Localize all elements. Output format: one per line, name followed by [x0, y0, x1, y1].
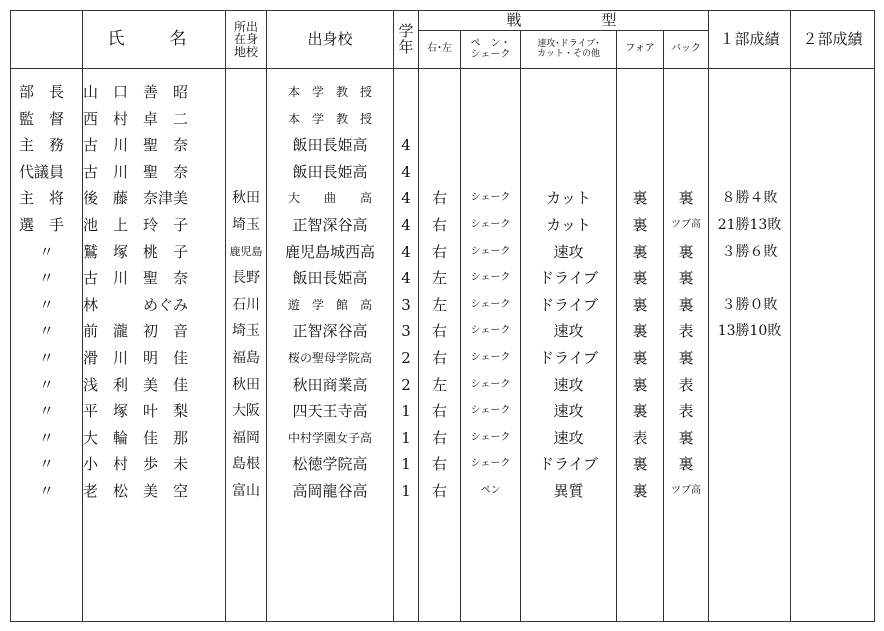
- column-name: [83, 69, 225, 505]
- cell-grip: シェーク: [470, 245, 511, 257]
- cell-role: 〃: [38, 242, 54, 261]
- cell-school: 飯田長姫高: [292, 269, 368, 288]
- cell-grip: [461, 79, 520, 106]
- cell-rec1: 21勝13敗: [717, 216, 782, 233]
- cell-hand: [419, 79, 460, 106]
- cell-region: 埼玉: [232, 323, 260, 340]
- cell-back: [664, 79, 708, 106]
- cell-hand: 左: [431, 269, 447, 288]
- cell-grade: [394, 106, 418, 133]
- cell-rec1: [709, 79, 790, 106]
- cell-rec1: ３勝６敗: [721, 243, 778, 260]
- cell-grip: シェーク: [470, 431, 511, 443]
- cell-rec2: [791, 239, 874, 266]
- cell-back: [664, 132, 708, 159]
- cell-rec1: [709, 106, 790, 133]
- cell-back: 裏: [678, 242, 694, 261]
- cell-rec1: [709, 451, 790, 478]
- cell-rec2: [791, 398, 874, 425]
- cell-fore: 裏: [632, 189, 648, 208]
- cell-grip: [461, 106, 520, 133]
- cell-back: 裏: [678, 348, 694, 367]
- cell-type: ドライブ: [538, 295, 599, 314]
- cell-region: 秋田: [232, 190, 260, 207]
- cell-school: 秋田商業高: [292, 375, 368, 394]
- cell-rec1: [709, 372, 790, 399]
- cell-rec2: [791, 159, 874, 186]
- cell-school: 桜の聖母学院高: [287, 350, 372, 365]
- cell-back: 表: [678, 322, 694, 341]
- cell-fore: 表: [632, 428, 648, 447]
- cell-fore: [617, 159, 663, 186]
- header-role: [11, 11, 83, 69]
- cell-grade: 2: [401, 348, 411, 367]
- cell-region: 富山: [232, 482, 260, 499]
- cell-role: 主 務: [19, 136, 65, 155]
- header-grip: [461, 31, 521, 69]
- cell-hand: 右: [431, 215, 447, 234]
- cell-type: ドライブ: [538, 269, 599, 288]
- cell-fore: [617, 132, 663, 159]
- cell-school: 飯田長姫高: [292, 136, 368, 155]
- cell-name: 古 川 聖 奈: [83, 162, 189, 181]
- header-region-line1: 所出: [233, 19, 258, 34]
- cell-rec1: 13勝10敗: [717, 323, 782, 340]
- column-back: [664, 69, 708, 505]
- cell-school: 飯田長姫高: [292, 162, 368, 181]
- cell-grip: シェーク: [470, 272, 511, 284]
- column-region: [226, 69, 266, 505]
- cell-hand: 右: [431, 428, 447, 447]
- cell-back: 裏: [678, 189, 694, 208]
- cell-grip: シェーク: [470, 458, 511, 470]
- cell-grip: シェーク: [470, 192, 511, 204]
- cell-grip: シェーク: [470, 405, 511, 417]
- cell-region: [226, 132, 266, 159]
- cell-grip: [461, 132, 520, 159]
- column-grip: [461, 69, 520, 505]
- cell-grip: シェーク: [470, 325, 511, 337]
- cell-rec2: [791, 425, 874, 452]
- cell-rec1: [709, 478, 790, 505]
- cell-role: 〃: [38, 295, 54, 314]
- cell-rec2: [791, 292, 874, 319]
- cell-school: 遊 学 館 高: [287, 297, 372, 312]
- cell-type: ドライブ: [538, 455, 599, 474]
- header-hand: 右･左: [419, 31, 461, 69]
- header-region-line2: 在身: [233, 32, 258, 47]
- cell-rec1: ８勝４敗: [721, 190, 778, 207]
- cell-fore: 裏: [632, 215, 648, 234]
- cell-school: 本 学 教 授: [287, 111, 372, 126]
- cell-name: 浅 利 美 佳: [83, 375, 189, 394]
- cell-name: 小 村 歩 未: [83, 455, 189, 474]
- cell-grade: 4: [401, 269, 411, 288]
- cell-rec1: [709, 159, 790, 186]
- cell-grip: シェーク: [470, 378, 511, 390]
- cell-rec2: [791, 451, 874, 478]
- cell-role: 選 手: [19, 215, 65, 234]
- cell-rec2: [791, 185, 874, 212]
- cell-rec2: [791, 106, 874, 133]
- cell-grip: シェーク: [470, 351, 511, 363]
- cell-fore: 裏: [632, 348, 648, 367]
- cell-fore: 裏: [632, 322, 648, 341]
- cell-hand: 右: [431, 322, 447, 341]
- cell-region: 埼玉: [232, 216, 260, 233]
- cell-role: 〃: [38, 455, 54, 474]
- cell-hand: 右: [431, 455, 447, 474]
- cell-back: ツブ高: [671, 484, 701, 496]
- cell-rec2: [791, 318, 874, 345]
- cell-region: 福岡: [232, 429, 260, 446]
- cell-role: 〃: [38, 375, 54, 394]
- cell-hand: 右: [431, 348, 447, 367]
- header-style: 戦 型: [419, 11, 709, 31]
- cell-region: 長野: [232, 270, 260, 287]
- cell-region: 鹿児島: [229, 244, 263, 258]
- header-type-line2: カット・その他: [537, 48, 600, 59]
- column-school: [267, 69, 393, 505]
- cell-rec2: [791, 345, 874, 372]
- cell-school: 松徳学院高: [292, 455, 368, 474]
- column-type: [521, 69, 616, 505]
- cell-rec1: [709, 345, 790, 372]
- cell-back: 表: [678, 375, 694, 394]
- cell-grip: シェーク: [470, 218, 511, 230]
- cell-fore: 裏: [632, 481, 648, 500]
- cell-fore: 裏: [632, 269, 648, 288]
- cell-school: 正智深谷高: [292, 322, 368, 341]
- cell-hand: 左: [431, 375, 447, 394]
- cell-region: 大阪: [232, 403, 260, 420]
- cell-hand: [419, 159, 460, 186]
- cell-type: カット: [546, 215, 591, 234]
- cell-type: [521, 106, 616, 133]
- header-region-line3: 地校: [233, 44, 258, 59]
- cell-school: 高岡龍谷高: [292, 481, 368, 500]
- cell-grade: 1: [401, 402, 411, 421]
- cell-type: 異質: [553, 481, 584, 500]
- column-grade: [394, 69, 418, 505]
- cell-rec1: [709, 398, 790, 425]
- cell-grade: 4: [401, 162, 411, 181]
- cell-hand: 左: [431, 295, 447, 314]
- cell-hand: [419, 132, 460, 159]
- cell-grip: [461, 159, 520, 186]
- cell-type: 速攻: [553, 375, 584, 394]
- cell-grade: [394, 79, 418, 106]
- cell-hand: 右: [431, 189, 447, 208]
- cell-region: 福島: [232, 349, 260, 366]
- cell-type: 速攻: [553, 428, 584, 447]
- cell-school: 正智深谷高: [292, 215, 368, 234]
- cell-rec2: [791, 478, 874, 505]
- cell-role: 〃: [38, 402, 54, 421]
- column-fore: [617, 69, 663, 505]
- cell-rec2: [791, 265, 874, 292]
- cell-name: 大 輪 佳 那: [83, 428, 189, 447]
- cell-grade: 4: [401, 189, 411, 208]
- cell-grade: 3: [401, 322, 411, 341]
- header-name: 氏 名: [83, 11, 226, 69]
- header-type-line1: 速攻･ドライブ･: [537, 39, 600, 50]
- cell-type: [521, 132, 616, 159]
- cell-school: 中村学園女子高: [287, 430, 372, 445]
- cell-hand: 右: [431, 242, 447, 261]
- cell-back: 裏: [678, 428, 694, 447]
- header-rec1: １部成績: [709, 11, 791, 69]
- header-back: バック: [664, 31, 709, 69]
- cell-region: 石川: [232, 296, 260, 313]
- header-grade-line2: 年: [398, 37, 414, 56]
- cell-rec1: ３勝０敗: [721, 296, 778, 313]
- cell-fore: [617, 106, 663, 133]
- cell-fore: 裏: [632, 402, 648, 421]
- cell-rec1: [709, 132, 790, 159]
- cell-back: [664, 159, 708, 186]
- cell-type: [521, 159, 616, 186]
- cell-role: 〃: [38, 428, 54, 447]
- cell-fore: 裏: [632, 242, 648, 261]
- cell-name: 林 めぐみ: [83, 295, 189, 314]
- cell-rec2: [791, 79, 874, 106]
- cell-back: 裏: [678, 455, 694, 474]
- cell-rec1: [709, 425, 790, 452]
- cell-role: 主 将: [19, 189, 65, 208]
- cell-type: ドライブ: [538, 348, 599, 367]
- cell-school: 本 学 教 授: [287, 85, 372, 99]
- cell-grip: ペン: [480, 484, 501, 496]
- cell-grade: 2: [401, 375, 411, 394]
- header-region: [226, 11, 267, 69]
- cell-back: 表: [678, 402, 694, 421]
- cell-rec2: [791, 372, 874, 399]
- cell-name: 滑 川 明 佳: [83, 348, 189, 367]
- cell-role: 〃: [38, 322, 54, 341]
- cell-school: 鹿児島城西高: [284, 242, 375, 261]
- header-grip-line2: シェーク: [470, 48, 511, 60]
- header-school: 出身校: [267, 11, 394, 69]
- cell-rec1: [709, 265, 790, 292]
- cell-name: 前 瀧 初 音: [83, 322, 189, 341]
- cell-name: 平 塚 叶 梨: [83, 402, 189, 421]
- cell-region: [226, 79, 266, 106]
- cell-name: 山 口 善 昭: [83, 83, 189, 101]
- cell-type: 速攻: [553, 402, 584, 421]
- cell-fore: [617, 79, 663, 106]
- cell-grade: 4: [401, 215, 411, 234]
- cell-grade: 4: [401, 242, 411, 261]
- cell-region: 島根: [232, 456, 260, 473]
- cell-grade: 1: [401, 455, 411, 474]
- cell-region: [226, 106, 266, 133]
- cell-role: 〃: [38, 348, 54, 367]
- cell-back: [664, 106, 708, 133]
- cell-type: [521, 79, 616, 106]
- cell-role: 代議員: [19, 162, 65, 181]
- cell-back: 裏: [678, 295, 694, 314]
- cell-fore: 裏: [632, 295, 648, 314]
- column-rec2: [791, 69, 874, 505]
- header-type: [521, 31, 617, 69]
- cell-school: 四天王寺高: [292, 402, 368, 421]
- column-rec1: [709, 69, 790, 505]
- cell-role: 監 督: [19, 109, 65, 128]
- cell-school: 大 曲 高: [287, 191, 372, 206]
- cell-grade: 1: [401, 481, 411, 500]
- cell-role: 〃: [38, 269, 54, 288]
- cell-name: 西 村 卓 二: [83, 109, 189, 128]
- cell-rec2: [791, 212, 874, 239]
- cell-region: [226, 159, 266, 186]
- cell-name: 鷲 塚 桃 子: [83, 242, 189, 261]
- header-fore: フォア: [617, 31, 664, 69]
- column-role: [11, 69, 82, 505]
- cell-fore: 裏: [632, 375, 648, 394]
- header-grip-line1: ペ ン・: [470, 38, 511, 49]
- cell-back: ツブ高: [671, 218, 701, 230]
- cell-back: 裏: [678, 269, 694, 288]
- cell-name: 古 川 聖 奈: [83, 136, 189, 155]
- column-hand: [419, 69, 460, 505]
- cell-name: 老 松 美 空: [83, 481, 189, 500]
- cell-type: 速攻: [553, 322, 584, 341]
- cell-region: 秋田: [232, 376, 260, 393]
- cell-name: 後 藤 奈津美: [83, 189, 189, 208]
- roster-table: [10, 10, 875, 622]
- cell-name: 池 上 玲 子: [83, 215, 189, 234]
- cell-type: 速攻: [553, 242, 584, 261]
- cell-hand: 右: [431, 481, 447, 500]
- cell-grade: 1: [401, 428, 411, 447]
- cell-fore: 裏: [632, 455, 648, 474]
- cell-role: 〃: [38, 481, 54, 500]
- cell-hand: 右: [431, 402, 447, 421]
- cell-hand: [419, 106, 460, 133]
- header-grade: [394, 11, 419, 69]
- header-grade-line1: 学: [398, 21, 414, 40]
- cell-grade: 4: [401, 136, 411, 155]
- cell-role: 部 長: [19, 83, 65, 101]
- cell-name: 古 川 聖 奈: [83, 269, 189, 288]
- cell-type: カット: [546, 189, 591, 208]
- cell-rec2: [791, 132, 874, 159]
- cell-grade: 3: [401, 295, 411, 314]
- header-rec2: ２部成績: [791, 11, 875, 69]
- cell-grip: シェーク: [470, 298, 511, 310]
